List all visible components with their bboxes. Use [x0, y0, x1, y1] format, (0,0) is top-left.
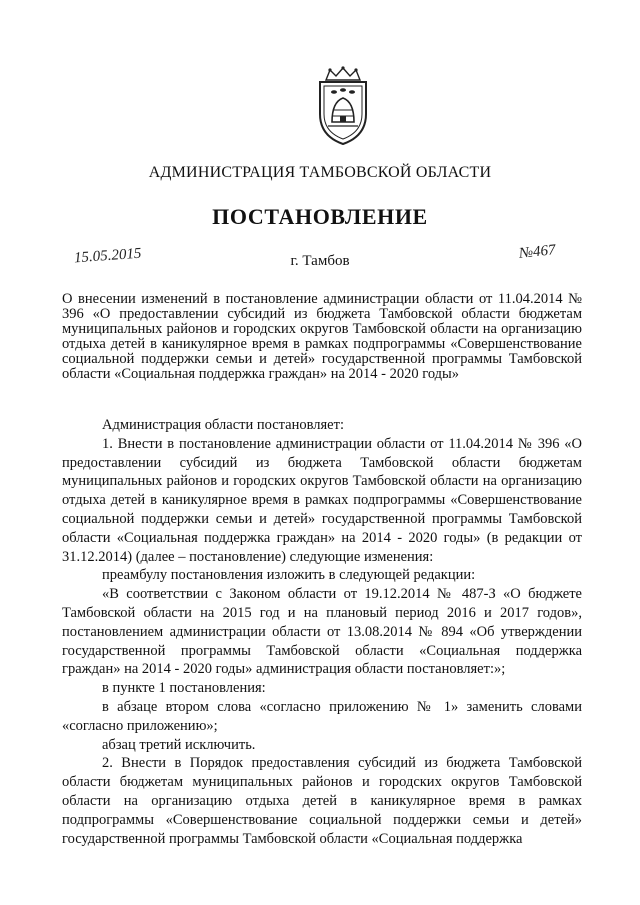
document-body [62, 416, 582, 848]
body-paragraph: «В соответствии с Законом области от 19.12.2014 № 487-З «О бюджете Тамбовской области на 2015 год и на плановый период 2016 и 2017 годов», постановлением администрации области от 13.08.2014 № 894 «Об утверждении государственной программы Тамбовской области «Социальная поддержка граждан» на 2014 - 2020 годы» администрация области постановляет:»; [62, 586, 582, 678]
body-paragraph: Администрация области постановляет: [102, 417, 344, 433]
document-number: №467 [518, 242, 557, 262]
organization-name: АДМИНИСТРАЦИЯ ТАМБОВСКОЙ ОБЛАСТИ [148, 164, 492, 181]
document-type-title: ПОСТАНОВЛЕНИЕ [212, 204, 428, 229]
body-paragraph: преамбулу постановления изложить в следующей редакции: [102, 567, 476, 584]
document-date: 15.05.2015 [73, 245, 142, 267]
coat-of-arms-icon [312, 66, 374, 146]
document-city: г. Тамбов [290, 253, 350, 269]
body-paragraph: 1. Внести в постановление администрации области от 11.04.2014 № 396 «О предоставлении субсидий из бюджета Тамбовской области бюджетам муниципальных районов и городских округов Тамбовской области на организацию отдыха детей в каникулярное время в рамках подпрограммы «Совершенствование социальной поддержки семьи и детей» государственной программы Тамбовской области «Социальная поддержка граждан» на 2014 - 2020 годы» (в редакции от 31.12.2014) (далее – постановление) следующие изменения: [62, 435, 582, 565]
body-paragraph: абзац третий исключить. [102, 736, 256, 753]
body-paragraph: 2. Внести в Порядок предоставления субсидий из бюджета Тамбовской области бюджетам муниципальных районов и городских округов Тамбовской области на организацию отдыха детей в каникулярное время в рамках подпрограммы «Совершенствование социальной поддержки семьи и детей» государственной программы Тамбовской области «Социальная поддержка [62, 755, 582, 847]
document-subject: О внесении изменений в постановление администрации области от 11.04.2014 № 396 «О предоставлении субсидий из бюджета Тамбовской области бюджетам муниципальных районов и городских округов Тамбовской области на организацию отдыха детей в каникулярное время в рамках подпрограммы «Совершенствование социальной поддержки семьи и детей» государственной программы Тамбовской области «Социальная поддержка граждан» на 2014 - 2020 годы» [62, 291, 582, 382]
body-paragraph: в абзаце втором слова «согласно приложению № 1» заменить словами «согласно приложению»; [62, 698, 582, 734]
body-paragraph: в пункте 1 постановления: [102, 680, 266, 697]
